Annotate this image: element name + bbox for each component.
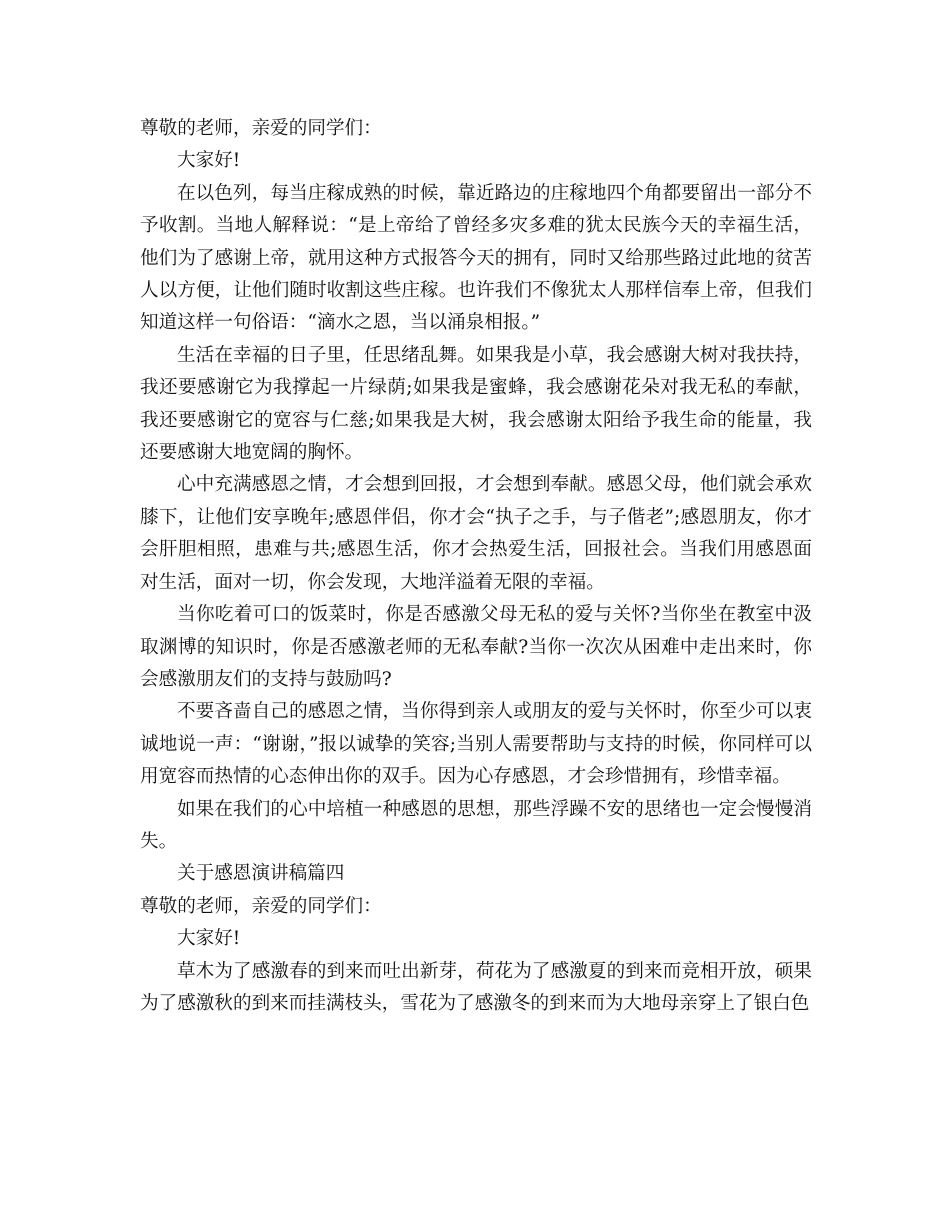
body-paragraph: 当你吃着可口的饭菜时，你是否感激父母无私的爱与关怀?当你坐在教室中汲取渊博的知识时，你是否感激老师的无私奉献?当你一次次从困难中走出来时，你会感激朋友们的支持与鼓励吗?: [140, 604, 812, 690]
body-paragraph: 生活在幸福的日子里，任思绪乱舞。如果我是小草，我会感谢大树对我扶持，我还要感谢它为我撑起一片绿荫;如果我是蜜蜂，我会感谢花朵对我无私的奉献，我还要感谢它的宽容与仁慈;如果我是大树，我会感谢太阳给予我生命的能量，我还要感谢大地宽阔的胸怀。: [140, 344, 812, 464]
document-page: [140, 113, 812, 1020]
body-paragraph: 不要吝啬自己的感恩之情，当你得到亲人或朋友的爱与关怀时，你至少可以衷诚地说一声：“谢谢，”报以诚挚的笑容;当别人需要帮助与支持的时候，你同样可以用宽容而热情的心态伸出你的双手。因为心存感恩，才会珍惜拥有，珍惜幸福。: [140, 701, 812, 788]
section-heading: 关于感恩演讲稿篇四: [177, 863, 345, 885]
body-paragraph: 如果在我们的心中培植一种感恩的思想，那些浮躁不安的思绪也一定会慢慢消失。: [140, 798, 812, 852]
salutation: 尊敬的老师，亲爱的同学们：: [140, 895, 382, 917]
greeting: 大家好!: [177, 928, 241, 950]
body-paragraph: 在以色列，每当庄稼成熟的时候，靠近路边的庄稼地四个角都要留出一部分不予收割。当地人解释说：“是上帝给了曾经多灾多难的犹太民族今天的幸福生活，他们为了感谢上帝，就用这种方式报答今天的拥有，同时又给那些路过此地的贫苦人以方便，让他们随时收割这些庄稼。也许我们不像犹太人那样信奉上帝，但我们知道这样一句俗语：“滴水之恩，当以涌泉相报。”: [140, 182, 812, 334]
body-paragraph: 心中充满感恩之情，才会想到回报，才会想到奉献。感恩父母，他们就会承欢膝下，让他们安享晚年;感恩伴侣，你才会“执子之手，与子偕老”;感恩朋友，你才会肝胆相照，患难与共;感恩生活，你才会热爱生活，回报社会。当我们用感恩面对生活，面对一切，你会发现，大地洋溢着无限的幸福。: [140, 474, 812, 593]
salutation: 尊敬的老师，亲爱的同学们：: [140, 118, 382, 139]
body-paragraph: 草木为了感激春的到来而吐出新芽，荷花为了感激夏的到来而竞相开放，硕果为了感激秋的到来而挂满枝头，雪花为了感激冬的到来而为大地母亲穿上了银白色: [140, 960, 812, 1014]
greeting: 大家好!: [177, 150, 241, 172]
